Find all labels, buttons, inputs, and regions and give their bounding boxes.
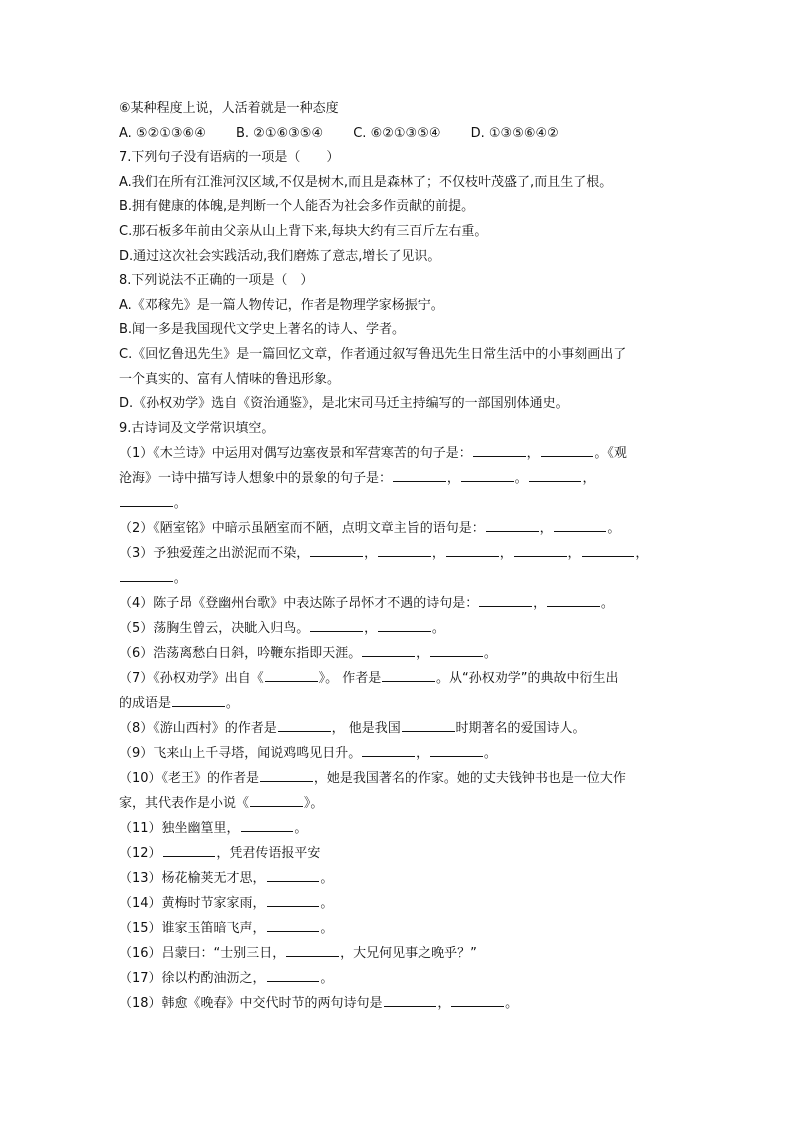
text-line: B.拥有健康的体魄,是判断一个人能否为社会多作贡献的前提。 — [119, 199, 475, 215]
answer-blank[interactable] — [278, 717, 331, 732]
answer-blank[interactable] — [451, 992, 504, 1007]
text-line: （1）《木兰诗》中运用对偶写边塞夜景和军营寒苦的句子是： ， 。《观 — [119, 441, 679, 466]
text-line: 家，其代表作是小说《 》。 — [119, 791, 679, 816]
answer-blank[interactable] — [378, 617, 431, 632]
text-line: 沧海》一诗中描写诗人想象中的景象的句子是： ， 。 ， — [119, 466, 679, 491]
text-line: （9）飞来山上千寻塔，闻说鸡鸣见日升。 ， 。 — [119, 741, 679, 766]
text-line: （2）《陋室铭》中暗示虽陋室而不陋，点明文章主旨的语句是： ， 。 — [119, 516, 679, 541]
text-line: A.我们在所有江淮河汉区域,不仅是树木,而且是森林了；不仅枝叶茂盛了,而且生了根。 — [119, 174, 613, 190]
answer-blank[interactable] — [267, 967, 320, 982]
text-line: （13）杨花榆荚无才思， 。 — [119, 866, 679, 891]
answer-blank[interactable] — [402, 717, 455, 732]
answer-blank[interactable] — [310, 617, 363, 632]
answer-blank[interactable] — [541, 442, 594, 457]
answer-blank[interactable] — [378, 542, 431, 557]
text-line: 的成语是 。 — [119, 691, 679, 716]
answer-blank[interactable] — [120, 492, 173, 507]
answer-blank[interactable] — [267, 892, 320, 907]
answer-blank[interactable] — [393, 467, 446, 482]
text-line: （16）吕蒙曰：“士别三日， ，大兄何见事之晚乎？” — [119, 941, 679, 966]
text-line: 。 — [119, 491, 679, 516]
text-line: （12） ，凭君传语报平安 — [119, 841, 679, 866]
text-line: （11）独坐幽篁里， 。 — [119, 816, 679, 841]
text-line: 。 — [119, 566, 679, 591]
text-line: （7）《孙权劝学》出自《 》。 作者是 。从“孙权劝学”的典故中衍生出 — [119, 666, 679, 691]
answer-blank[interactable] — [446, 542, 499, 557]
answer-blank[interactable] — [286, 942, 339, 957]
answer-blank[interactable] — [382, 667, 435, 682]
answer-blank[interactable] — [362, 642, 415, 657]
answer-blank[interactable] — [547, 592, 600, 607]
text-line: （15）谁家玉笛暗飞声， 。 — [119, 916, 679, 941]
answer-blank[interactable] — [479, 592, 532, 607]
text-line: B.闻一多是我国现代文学史上著名的诗人、学者。 — [119, 322, 406, 338]
answer-blank[interactable] — [250, 792, 303, 807]
text-line: （14）黄梅时节家家雨， 。 — [119, 891, 679, 916]
answer-blank[interactable] — [582, 542, 635, 557]
answer-blank[interactable] — [241, 817, 294, 832]
text-line: 9.古诗词及文学常识填空。 — [119, 420, 275, 436]
text-line: （18）韩愈《晚春》中交代时节的两句诗句是 ， 。 — [119, 991, 679, 1016]
answer-blank[interactable] — [529, 467, 582, 482]
text-line: C.《回忆鲁迅先生》是一篇回忆文章，作者通过叙写鲁迅先生日常生活中的小事刻画出了 — [119, 346, 627, 362]
answer-blank[interactable] — [384, 992, 437, 1007]
answer-blank[interactable] — [267, 867, 320, 882]
answer-blank[interactable] — [172, 692, 225, 707]
text-line: （6）浩荡离愁白日斜，吟鞭东指即天涯。 ， 。 — [119, 641, 679, 666]
text-line: 一个真实的、富有人情味的鲁迅形象。 — [119, 371, 341, 387]
text-line: C.那石板多年前由父亲从山上背下来,每块大约有三百斤左右重。 — [119, 223, 488, 239]
answer-blank[interactable] — [120, 567, 173, 582]
answer-blank[interactable] — [554, 517, 607, 532]
answer-blank[interactable] — [514, 542, 567, 557]
text-line: （10）《老王》的作者是 ，她是我国著名的作家。她的丈夫钱钟书也是一位大作 — [119, 766, 679, 791]
answer-blank[interactable] — [461, 467, 514, 482]
text-line: ⑥某种程度上说，人活着就是一种态度 — [119, 101, 339, 116]
text-line: 8.下列说法不正确的一项是（ ） — [119, 273, 314, 289]
text-line: （17）徐以杓酌油沥之， 。 — [119, 966, 679, 991]
text-line: （5）荡胸生曾云，决眦入归鸟。 ， 。 — [119, 616, 679, 641]
answer-blank[interactable] — [310, 542, 363, 557]
text-line: A. ⑤②①③⑥④ B. ②①⑥③⑤④ C. ⑥②①③⑤④ D. ①③⑤⑥④② — [119, 125, 559, 141]
answer-blank[interactable] — [267, 917, 320, 932]
answer-blank[interactable] — [260, 767, 313, 782]
text-line: （4）陈子昂《登幽州台歌》中表达陈子昂怀才不遇的诗句是： ， 。 — [119, 591, 679, 616]
text-line: 7.下列句子没有语病的一项是（ ） — [119, 150, 340, 166]
document-page — [119, 97, 679, 1016]
answer-blank[interactable] — [473, 442, 526, 457]
answer-blank[interactable] — [430, 642, 483, 657]
answer-blank[interactable] — [163, 842, 216, 857]
text-line: D.通过这次社会实践活动,我们磨炼了意志,增长了见识。 — [119, 248, 441, 264]
answer-blank[interactable] — [362, 742, 415, 757]
answer-blank[interactable] — [486, 517, 539, 532]
text-line: （8）《游山西村》的作者是 ， 他是我国 时期著名的爱国诗人。 — [119, 716, 679, 741]
text-line: A.《邓稼先》是一篇人物传记，作者是物理学家杨振宁。 — [119, 297, 444, 313]
answer-blank[interactable] — [265, 667, 318, 682]
text-line: （3）予独爱莲之出淤泥而不染， ， ， ， ， ， — [119, 541, 679, 566]
text-line: D.《孙权劝学》选自《资治通鉴》，是北宋司马迁主持编写的一部国别体通史。 — [119, 396, 569, 412]
answer-blank[interactable] — [430, 742, 483, 757]
